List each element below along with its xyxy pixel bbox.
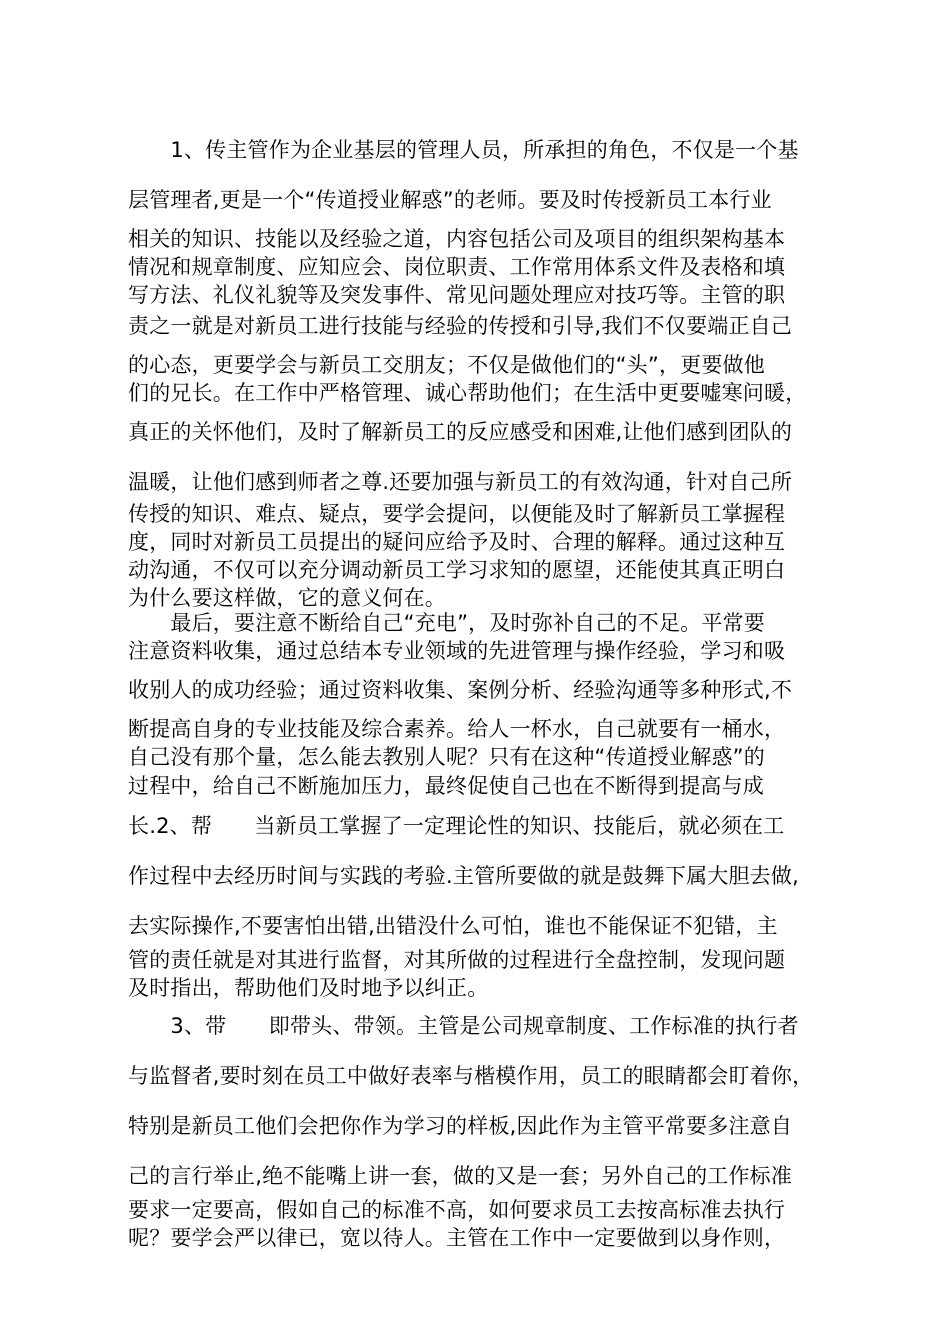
text-line: 3、带 即带头、带领。主管是公司规章制度、工作标准的执行者 bbox=[128, 1014, 799, 1038]
text-line: 们的兄长。在工作中严格管理、诚心帮助他们；在生活中更要嘘寒问暖， bbox=[128, 381, 807, 405]
text-line: 作过程中去经历时间与实践的考验.主管所要做的就是鼓舞下属大胆去做, bbox=[128, 864, 799, 888]
text-line: 及时指出，帮助他们及时地予以纠正。 bbox=[128, 976, 489, 1000]
text-line: 收别人的成功经验；通过资料收集、案例分析、经验沟通等多种形式,不 bbox=[128, 678, 793, 702]
text-line: 传授的知识、难点、疑点，要学会提问，以便能及时了解新员工掌握程 bbox=[128, 502, 786, 526]
text-line: 最后，要注意不断给自己“充电”，及时弥补自己的不足。平常要 bbox=[128, 611, 765, 635]
text-line: 层管理者,更是一个“传道授业解惑”的老师。要及时传授新员工本行业 bbox=[128, 188, 772, 212]
text-line: 己的言行举止,绝不能嘴上讲一套，做的又是一套；另外自己的工作标准 bbox=[128, 1164, 793, 1188]
text-line: 动沟通，不仅可以充分调动新员工学习求知的愿望，还能使其真正明白 bbox=[128, 558, 786, 582]
text-line: 要求一定要高，假如自己的标准不高，如何要求员工去按高标准去执行 bbox=[128, 1198, 786, 1222]
text-line: 为什么要这样做，它的意义何在。 bbox=[128, 586, 446, 610]
text-line: 自己没有那个量，怎么能去教别人呢？只有在这种“传道授业解惑”的 bbox=[128, 745, 765, 769]
text-line: 情况和规章制度、应知应会、岗位职责、工作常用体系文件及表格和填 bbox=[128, 255, 786, 279]
text-line: 真正的关怀他们，及时了解新员工的反应感受和困难,让他们感到团队的 bbox=[128, 420, 793, 444]
text-line: 管的责任就是对其进行监督，对其所做的过程进行全盘控制，发现问题 bbox=[128, 948, 786, 972]
text-line: 断提高自身的专业技能及综合素养。给人一杯水，自己就要有一桶水， bbox=[128, 717, 786, 741]
text-line: 责之一就是对新员工进行技能与经验的传授和引导,我们不仅要端正自己 bbox=[128, 314, 793, 338]
text-line: 温暖，让他们感到师者之尊.还要加强与新员工的有效沟通，针对自己所 bbox=[128, 470, 793, 494]
text-line: 特别是新员工他们会把你作为学习的样板,因此作为主管平常要多注意自 bbox=[128, 1114, 793, 1138]
text-line: 的心态，更要学会与新员工交朋友；不仅是做他们的“头”，更要做他 bbox=[128, 353, 765, 377]
text-line: 长.2、帮 当新员工掌握了一定理论性的知识、技能后，就必须在工 bbox=[128, 814, 785, 838]
text-line: 度，同时对新员工员提出的疑问应给予及时、合理的解释。通过这种互 bbox=[128, 530, 786, 554]
text-line: 1、传主管作为企业基层的管理人员，所承担的角色，不仅是一个基 bbox=[128, 138, 799, 162]
text-line: 写方法、礼仪礼貌等及突发事件、常见问题处理应对技巧等。主管的职 bbox=[128, 283, 786, 307]
text-line: 去实际操作,不要害怕出错,出错没什么可怕，谁也不能保证不犯错，主 bbox=[128, 914, 778, 938]
text-line: 注意资料收集，通过总结本专业领域的先进管理与操作经验，学习和吸 bbox=[128, 639, 786, 663]
text-line: 呢？要学会严以律已，宽以待人。主管在工作中一定要做到以身作则， bbox=[128, 1226, 786, 1250]
text-line: 过程中，给自己不断施加压力，最终促使自己也在不断得到提高与成 bbox=[128, 774, 764, 798]
text-line: 相关的知识、技能以及经验之道，内容包括公司及项目的组织架构基本 bbox=[128, 227, 786, 251]
text-line: 与监督者,要时刻在员工中做好表率与楷模作用，员工的眼睛都会盯着你， bbox=[128, 1064, 814, 1088]
